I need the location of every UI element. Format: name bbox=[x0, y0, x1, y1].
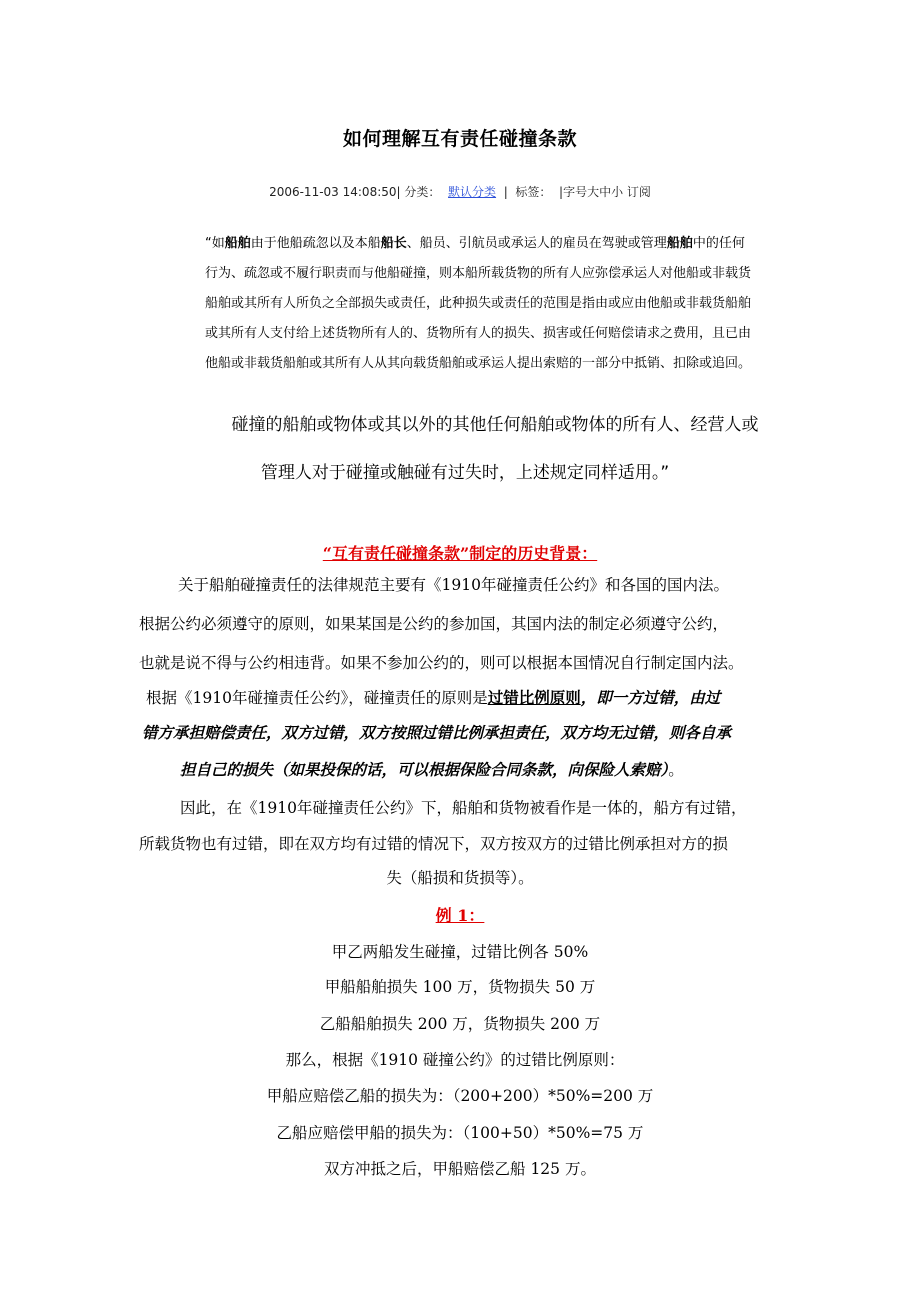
example-line: 甲船应赔偿乙船的损失为：（200+200）*50%=200 万 bbox=[266, 1087, 654, 1105]
meta-separator: | bbox=[503, 185, 508, 199]
section-heading: “互有责任碰撞条款”制定的历史背景： bbox=[322, 544, 598, 563]
example-line: 那么，根据《1910 碰撞公约》的过错比例原则： bbox=[285, 1051, 625, 1069]
emphasis-text: ，即一方过错，由过 bbox=[580, 688, 721, 707]
paragraph-line bbox=[146, 686, 791, 708]
paragraph-line: 根据公约必须遵守的原则，如果某国是公约的参加国，其国内法的制定必须遵守公约， bbox=[139, 615, 729, 633]
paragraph-line: 关于船舶碰撞责任的法律规范主要有《1910年碰撞责任公约》和各国的国内法。 bbox=[178, 576, 729, 594]
quote-bold-term: 船舶 bbox=[224, 236, 251, 251]
example-line: 甲乙两船发生碰撞，过错比例各 50% bbox=[331, 943, 589, 961]
subscribe-link[interactable]: 订阅 bbox=[626, 185, 651, 199]
post-datetime: 2006-11-03 14:08:50| bbox=[269, 185, 401, 199]
quote-text: 由于他船疏忽以及本船 bbox=[250, 236, 381, 251]
emphasis-text: 担自己的损失（如果投保的话，可以根据保险合同条款，向保险人索赔） bbox=[180, 760, 669, 779]
font-size-options[interactable]: |字号大中小 bbox=[559, 185, 624, 199]
category-label: 分类： bbox=[404, 185, 441, 199]
quote-large-line-2: 管理人对于碰撞或触碰有过失时，上述规定同样适用。” bbox=[260, 463, 670, 483]
paragraph-line: 错方承担赔偿责任，双方过错，双方按照过错比例承担责任，双方均无过错，则各自承 bbox=[142, 723, 732, 742]
emphasis-term: 过错比例原则 bbox=[487, 688, 581, 707]
quote-line-3: 船舶或其所有人所负之全部损失或责任，此种损失或责任的范围是指由或应由他船或非载货船舶 bbox=[205, 296, 752, 311]
paragraph-line: 因此，在《1910年碰撞责任公约》下，船舶和货物被看作是一体的，船方有过错， bbox=[180, 799, 747, 817]
quote-text: 、船员、引航员或承运人的雇员在驾驶或管理 bbox=[406, 236, 667, 251]
quote-bold-term: 船长 bbox=[380, 236, 407, 251]
paragraph-line: 也就是说不得与公约相违背。如果不参加公约的，则可以根据本国情况自行制定国内法。 bbox=[139, 654, 744, 672]
quote-bold-term: 船舶 bbox=[666, 236, 693, 251]
example-line: 双方冲抵之后，甲船赔偿乙船 125 万。 bbox=[324, 1160, 596, 1178]
example-heading: 例 1： bbox=[435, 906, 485, 925]
quote-large-line-1: 碰撞的船舶或物体或其以外的其他任何船舶或物体的所有人、经营人或 bbox=[231, 415, 759, 435]
quote-text: 中的任何 bbox=[692, 236, 745, 251]
category-link[interactable]: 默认分类 bbox=[448, 185, 497, 199]
quote-line-2: 行为、疏忽或不履行职责而与他船碰撞，则本船所载货物的所有人应弥偿承运人对他船或非载货 bbox=[205, 266, 752, 281]
example-line: 乙船船舶损失 200 万，货物损失 200 万 bbox=[319, 1015, 601, 1033]
quote-text: “如 bbox=[205, 236, 225, 251]
quote-line-4: 或其所有人支付给上述货物所有人的、货物所有人的损失、损害或任何赔偿请求之费用，且已由 bbox=[205, 326, 752, 341]
tags-label: 标签： bbox=[515, 185, 552, 199]
quote-line-1 bbox=[205, 229, 785, 259]
paragraph-line: 所载货物也有过错，即在双方均有过错的情况下，双方按双方的过错比例承担对方的损 bbox=[139, 835, 729, 853]
example-line: 乙船应赔偿甲船的损失为：（100+50）*50%=75 万 bbox=[276, 1124, 644, 1142]
post-meta bbox=[0, 183, 920, 200]
example-line: 甲船船舶损失 100 万，货物损失 50 万 bbox=[324, 978, 596, 996]
paragraph-text: 。 bbox=[668, 761, 684, 779]
quote-line-5: 他船或非载货船舶或其所有人从其向载货船舶或承运人提出索赔的一部分中抵销、扣除或追回。 bbox=[205, 356, 752, 371]
paragraph-line: 失（船损和货损等）。 bbox=[386, 869, 534, 887]
quote-block bbox=[205, 229, 785, 379]
page-title: 如何理解互有责任碰撞条款 bbox=[342, 128, 577, 150]
paragraph-line bbox=[180, 758, 825, 780]
paragraph-text: 根据《1910年碰撞责任公约》，碰撞责任的原则是 bbox=[146, 689, 488, 707]
